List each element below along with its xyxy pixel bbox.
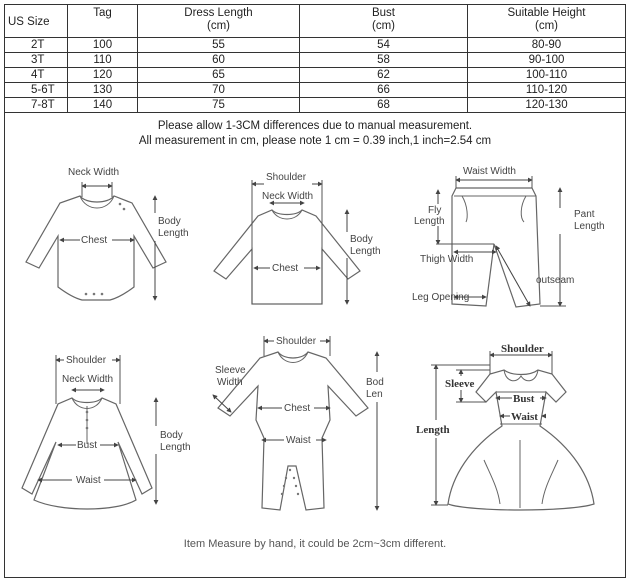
header-us-size: US Size	[5, 5, 68, 38]
cell-us-size: 7-8T	[5, 98, 68, 113]
cell-dress-length: 70	[138, 83, 300, 98]
shirt-diagram	[214, 172, 381, 304]
romper-sleeve-width-label: Sleeve	[215, 365, 246, 376]
romper-shoulder-label: Shoulder	[276, 336, 317, 347]
cell-tag: 100	[68, 38, 138, 53]
cell-dress-length: 75	[138, 98, 300, 113]
dress-shoulder-label: Shoulder	[66, 355, 107, 366]
bodysuit-chest-label: Chest	[81, 235, 108, 246]
cell-bust: 68	[300, 98, 468, 113]
bodysuit-neck-width-label: Neck Width	[68, 167, 120, 178]
cell-tag: 110	[68, 53, 138, 68]
cell-bust: 66	[300, 83, 468, 98]
cell-suitable-height: 90-100	[468, 53, 626, 68]
conversion-note: All measurement in cm, please note 1 cm = 0.39 inch,1 inch=2.54 cm	[138, 135, 492, 147]
ballgown-waist-label: Waist	[511, 411, 538, 423]
cell-suitable-height: 120-130	[468, 98, 626, 113]
cell-bust: 58	[300, 53, 468, 68]
pants-fly-length-label: Fly	[428, 205, 442, 216]
pants-outseam-label: outseam	[536, 275, 575, 286]
pants-diagram	[412, 166, 605, 307]
romper-body-length-label: Len	[366, 389, 383, 400]
dress-bust-label: Bust	[77, 440, 98, 451]
bodysuit-body-length-label: Length	[158, 228, 189, 239]
header-tag: Tag	[68, 5, 138, 38]
header-dress-length: Dress Length (cm)	[138, 5, 300, 38]
ballgown-bust-label: Bust	[513, 393, 535, 405]
shirt-body-length-label: Length	[350, 246, 381, 257]
cell-bust: 62	[300, 68, 468, 83]
cell-tag: 120	[68, 68, 138, 83]
romper-sleeve-width-label: Width	[217, 377, 243, 388]
pants-pant-length-label: Pant	[574, 209, 595, 220]
cell-dress-length: 65	[138, 68, 300, 83]
cell-tag: 140	[68, 98, 138, 113]
cell-dress-length: 55	[138, 38, 300, 53]
ballgown-length-label: Length	[416, 424, 450, 436]
dress-body-length-label: Body	[160, 430, 183, 441]
pants-thigh-width-label: Thigh Width	[420, 254, 474, 265]
pants-fly-length-label: Length	[414, 216, 445, 227]
shirt-neck-width-label: Neck Width	[262, 191, 314, 202]
cell-us-size: 4T	[5, 68, 68, 83]
header-bust: Bust (cm)	[300, 5, 468, 38]
ballgown-diagram	[416, 343, 594, 510]
dress-body-length-label: Length	[160, 442, 191, 453]
ballgown-sleeve-label: Sleeve	[445, 378, 475, 390]
cell-tag: 130	[68, 83, 138, 98]
pants-waist-width-label: Waist Width	[463, 166, 516, 177]
cell-us-size: 2T	[5, 38, 68, 53]
dress-waist-label: Waist	[76, 475, 101, 486]
romper-waist-label: Waist	[286, 435, 311, 446]
dress-neck-width-label: Neck Width	[62, 374, 114, 385]
header-suitable-height: Suitable Height (cm)	[468, 5, 626, 38]
pants-leg-opening-label: Leg Opening	[412, 292, 470, 303]
romper-diagram	[213, 336, 384, 510]
cell-us-size: 5-6T	[5, 83, 68, 98]
measurement-note: Please allow 1-3CM differences due to manual measurement.	[157, 120, 473, 132]
cell-dress-length: 60	[138, 53, 300, 68]
bodysuit-body-length-label: Body	[158, 216, 181, 227]
cell-us-size: 3T	[5, 53, 68, 68]
cell-suitable-height: 100-110	[468, 68, 626, 83]
cell-suitable-height: 80-90	[468, 38, 626, 53]
ballgown-shoulder-label: Shoulder	[501, 343, 544, 355]
cell-bust: 54	[300, 38, 468, 53]
romper-chest-label: Chest	[284, 403, 311, 414]
footer-note: Item Measure by hand, it could be 2cm~3cm different.	[183, 538, 447, 550]
romper-body-length-label: Bod	[366, 377, 384, 388]
dress-diagram	[22, 355, 191, 509]
pants-pant-length-label: Length	[574, 221, 605, 232]
shirt-body-length-label: Body	[350, 234, 373, 245]
shirt-shoulder-label: Shoulder	[266, 172, 307, 183]
bodysuit-diagram	[26, 167, 189, 300]
cell-suitable-height: 110-120	[468, 83, 626, 98]
shirt-chest-label: Chest	[272, 263, 299, 274]
